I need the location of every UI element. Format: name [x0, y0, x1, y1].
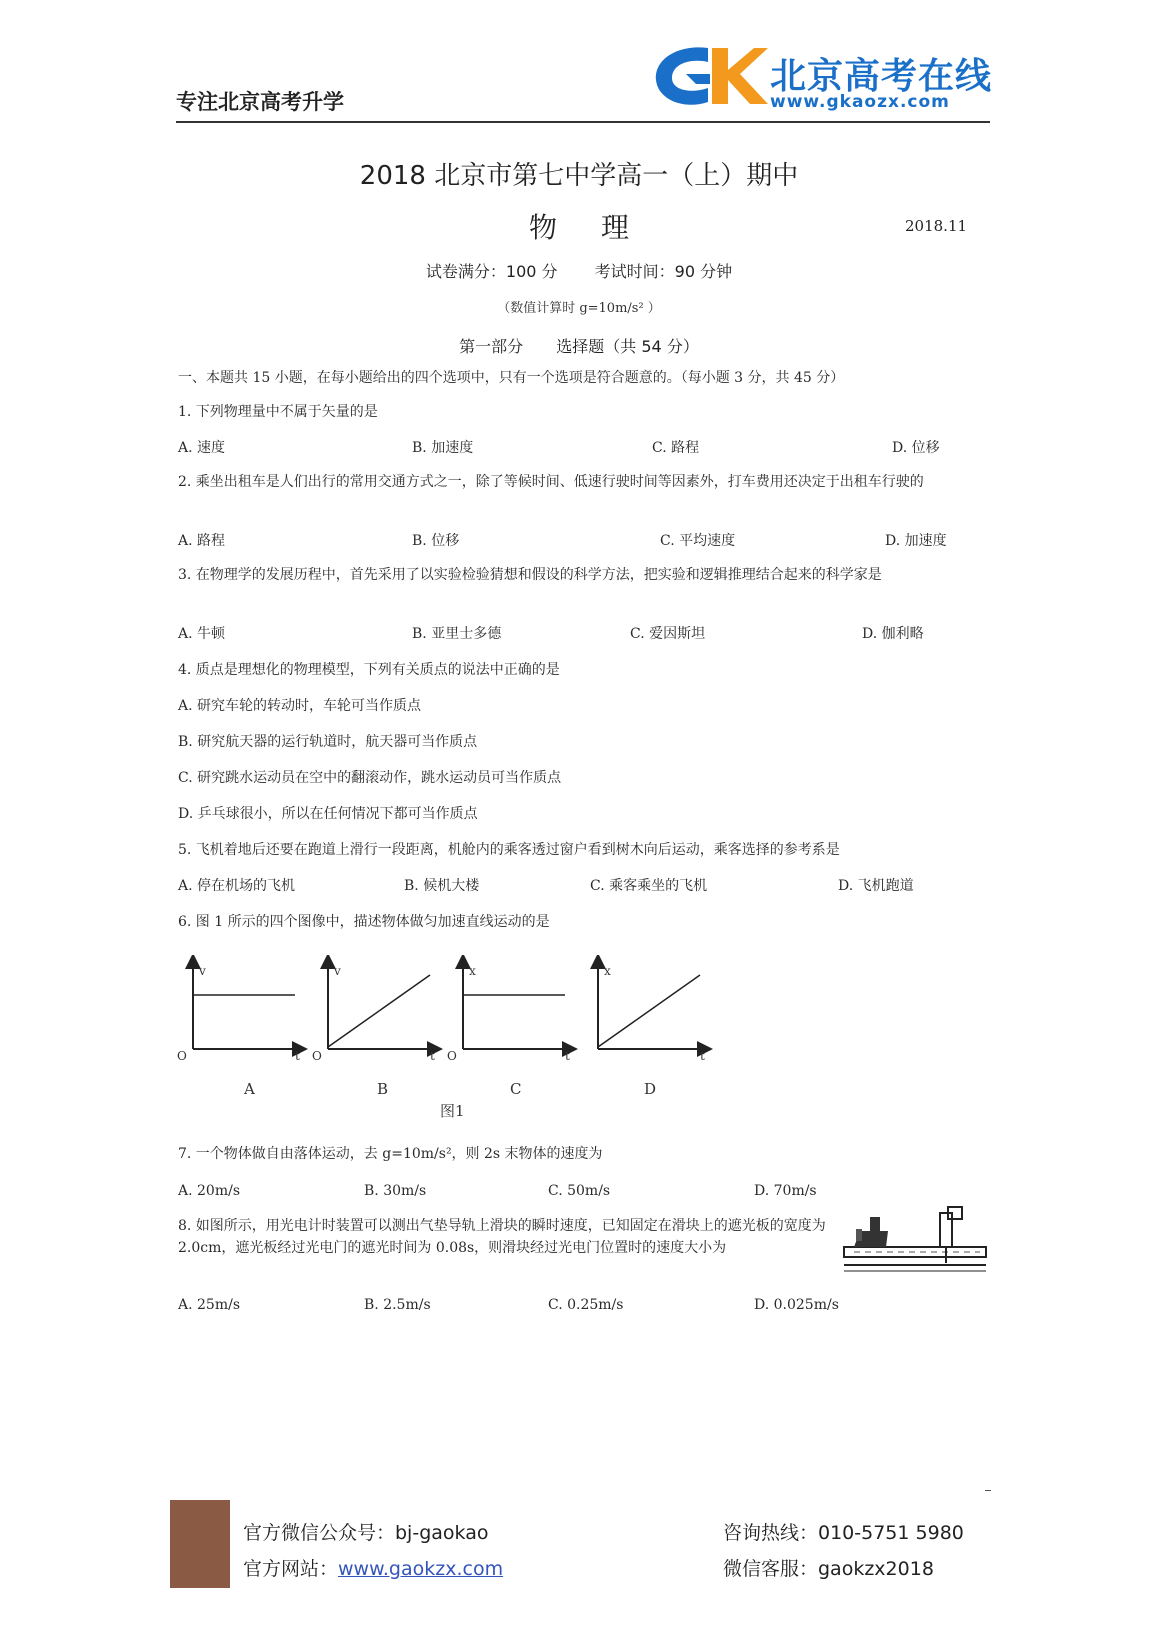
question-stem: 4. 质点是理想化的物理模型，下列有关质点的说法中正确的是 — [178, 662, 560, 678]
graph-a-ylabel: v — [199, 964, 206, 978]
graph-d-line — [598, 975, 700, 1047]
option: B. 亚里士多德 — [412, 626, 502, 642]
graph-b-line — [328, 975, 430, 1047]
air-track-photogate-icon — [840, 1205, 990, 1285]
option: D. 70m/s — [754, 1183, 817, 1199]
graph-a-label: A — [244, 1080, 255, 1098]
question-stem: 7. 一个物体做自由落体运动，去 g=10m/s²，则 2s 末物体的速度为 — [178, 1146, 603, 1162]
duration: 考试时间：90 分钟 — [594, 262, 733, 281]
option: C. 0.25m/s — [548, 1297, 624, 1313]
option: C. 50m/s — [548, 1183, 611, 1199]
graph-a — [177, 961, 300, 1060]
exam-meta — [0, 259, 1158, 282]
option: A. 速度 — [178, 440, 226, 456]
graph-c-origin: O — [447, 1049, 457, 1060]
header-slogan: 专注北京高考升学 — [176, 90, 344, 114]
part-heading — [0, 334, 1158, 357]
option: A. 牛顿 — [178, 626, 226, 642]
option: A. 25m/s — [178, 1297, 241, 1313]
graph-b-label: B — [377, 1080, 389, 1098]
option: A. 路程 — [178, 533, 226, 549]
option: C. 爱因斯坦 — [630, 626, 706, 642]
option: C. 平均速度 — [660, 533, 736, 549]
footer-wechat-service: 微信客服：gaokzx2018 — [723, 1558, 934, 1580]
option: A. 研究车轮的转动时，车轮可当作质点 — [178, 698, 422, 714]
graph-c-ylabel: x — [469, 964, 476, 978]
option: C. 路程 — [652, 440, 700, 456]
option: D. 飞机跑道 — [838, 878, 914, 894]
calc-note: （数值计算时 g=10m/s² ） — [497, 301, 661, 316]
figure-1 — [175, 955, 735, 1060]
option: B. 研究航天器的运行轨道时，航天器可当作质点 — [178, 734, 478, 750]
graph-c — [447, 961, 570, 1060]
gkaozx-logo-icon — [650, 40, 770, 112]
graph-c-label: C — [510, 1080, 522, 1098]
footer-color-block — [170, 1500, 230, 1588]
option: C. 乘客乘坐的飞机 — [590, 878, 708, 894]
graph-b-ylabel: v — [334, 964, 341, 978]
question-stem: 5. 飞机着地后还要在跑道上滑行一段距离，机舱内的乘客透过窗户看到树木向后运动，乘客选择的参考系是 — [178, 842, 840, 858]
option: B. 2.5m/s — [364, 1297, 431, 1313]
option: C. 研究跳水运动员在空中的翻滚动作，跳水运动员可当作质点 — [178, 770, 562, 786]
footer-hotline: 咨询热线：010-5751 5980 — [723, 1522, 964, 1544]
graph-d-label: D — [644, 1080, 657, 1098]
part-desc: 选择题（共 54 分） — [556, 337, 699, 356]
option: A. 20m/s — [178, 1183, 241, 1199]
footer-mark — [985, 1490, 991, 1491]
footer-site-label: 官方网站： — [243, 1558, 339, 1580]
section-instruction: 一、本题共 15 小题，在每小题给出的四个选项中，只有一个选项是符合题意的。（每小题 3 分，共 45 分） — [178, 370, 845, 386]
option: D. 加速度 — [885, 533, 947, 549]
question-stem: 3. 在物理学的发展历程中，首先采用了以实验检验猜想和假设的科学方法，把实验和逻辑推理结合起来的科学家是 — [178, 567, 882, 583]
graph-c-xlabel: t — [565, 1049, 570, 1060]
exam-title: 2018 北京市第七中学高一（上）期中 — [359, 161, 799, 191]
graph-b-xlabel: t — [430, 1049, 435, 1060]
option: B. 加速度 — [412, 440, 474, 456]
option: B. 位移 — [412, 533, 460, 549]
question-stem: 8. 如图所示，用光电计时装置可以测出气垫导轨上滑块的瞬时速度，已知固定在滑块上的遮光板的宽度为 2.0cm，遮光板经过光电门的遮光时间为 0.08s，则滑块经过光电门位置时的速度大小为 — [178, 1218, 826, 1256]
footer-site-link[interactable]: www.gaokzx.com — [338, 1558, 504, 1580]
question-stem: 6. 图 1 所示的四个图像中，描述物体做匀加速直线运动的是 — [178, 914, 550, 930]
header-divider — [176, 121, 990, 123]
graph-a-origin: O — [177, 1049, 187, 1060]
full-score: 试卷满分：100 分 — [425, 262, 558, 281]
exam-date: 2018.11 — [905, 217, 968, 235]
part-name: 第一部分 — [459, 337, 524, 356]
option: B. 候机大楼 — [404, 878, 480, 894]
logo-name: 北京高考在线 — [770, 56, 993, 97]
footer-site — [243, 1554, 503, 1581]
option: B. 30m/s — [364, 1183, 427, 1199]
graph-a-xlabel: t — [295, 1049, 300, 1060]
graph-b — [312, 961, 435, 1060]
option: D. 0.025m/s — [754, 1297, 839, 1313]
figure-caption: 图1 — [440, 1102, 465, 1120]
graph-d-ylabel: x — [604, 964, 611, 978]
option: D. 位移 — [892, 440, 940, 456]
exam-subject: 物理 — [529, 211, 674, 244]
footer-wechat-official: 官方微信公众号：bj-gaokao — [243, 1522, 489, 1544]
option: D. 伽利略 — [862, 626, 924, 642]
question-stem: 1. 下列物理量中不属于矢量的是 — [178, 404, 378, 420]
graph-b-origin: O — [312, 1049, 322, 1060]
graph-d — [598, 961, 705, 1060]
question-stem: 2. 乘坐出租车是人们出行的常用交通方式之一，除了等候时间、低速行驶时间等因素外，打车费用还决定于出租车行驶的 — [178, 474, 924, 490]
graph-d-xlabel: t — [700, 1049, 705, 1060]
option: D. 乒乓球很小，所以在任何情况下都可当作质点 — [178, 806, 478, 822]
logo-url: www.gkaozx.com — [770, 92, 950, 112]
option: A. 停在机场的飞机 — [178, 878, 296, 894]
